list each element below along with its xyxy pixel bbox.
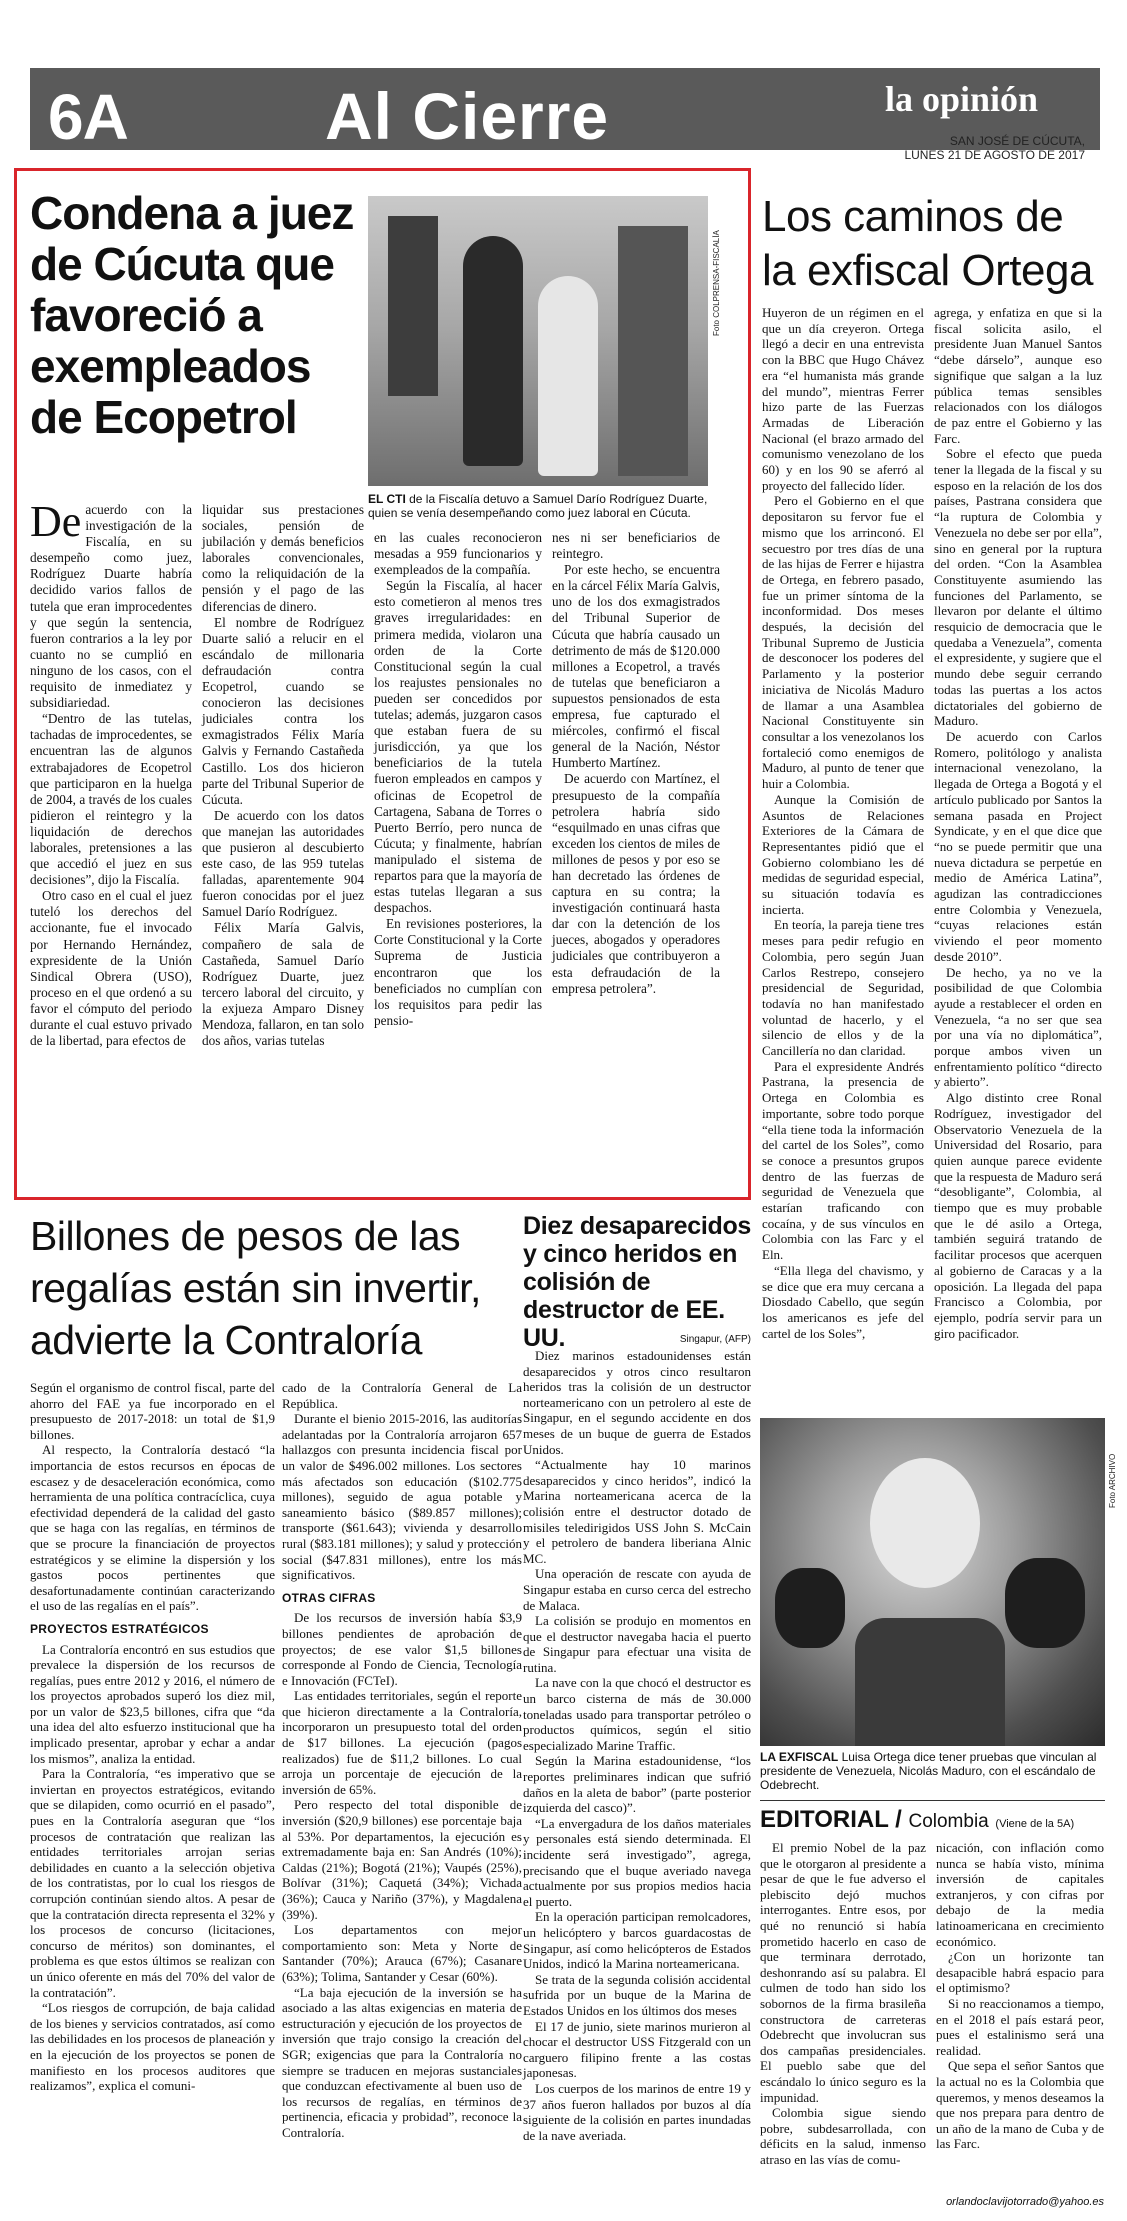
article2-caption xyxy=(760,1750,1105,1792)
article1-col1-p2: “Dentro de las tutelas, tachadas de improcedentes, se encuentran las de algunos extrabajadores de Ecopetrol que participaron en la huelga de 2004, a través de los cuales pidieron el reintegro y la liquidación de derechos laborales, pretensiones a las que accedió el juez en sus decisiones”, dijo la Fiscalía. xyxy=(30,711,192,888)
article4-p4: La colisión se produjo en momentos en que el destructor navegaba hacia el puerto de Singapur para efectuar una visita de rutina. xyxy=(523,1613,751,1675)
article1-dropcap: De xyxy=(30,497,82,546)
article1-col2-p3: De acuerdo con los datos que manejan las autoridades que pusieron al descubierto este caso, de las 959 tutelas falladas, aparentemente 904 fueron conocidas por el juez Samuel Darío Rodríguez. xyxy=(202,807,364,920)
article3-col2 xyxy=(282,1380,522,2141)
article1-col1-p3: Otro caso en el cual el juez tuteló los derechos del accionante, fue el invocado por Hernando Hernández, expresidente de la Unión Sindical Obrera (USO), proceso en el que ordenó a su favor el cómputo del periodo durante el cual estuvo privado de la libertad, para efectos de xyxy=(30,888,192,1049)
article3-col1-p4: Para la Contraloría, “es imperativo que se inviertan en proyectos estratégicos, evitando que se dilapiden, como ocurrió en el pasado”, pues en la Contraloría aseguran que “los procesos de contratación que realizan las entidades territoriales arrojan serias debilidades en cuanto a la selección objetiva de los contratistas, por lo cual los riesgos de corrupción continúan siendo altos. A pesar de que la contratación directa representa el 32% y los procesos de concurso (licitaciones, concurso de méritos) son dominantes, el problema es que estos últimos se realizan con un único oferente en más del 70% del valor de la contratación”. xyxy=(30,1766,275,2000)
article1-col1 xyxy=(30,497,192,1049)
article3-col1-p2: Al respecto, la Contraloría destacó “la importancia de estos recursos en épocas de escasez y de desaceleración económica, como herramienta de una política contracíclica, cuya efectividad dependerá de la calidad del gasto que se haga con las regalías, en términos de que se procure la financiación de proyectos estratégicos y se elimine la dispersión y los gastos pocos pertinentes que desafortunadamente continúan caracterizando el uso de las regalías en el país”. xyxy=(30,1442,275,1614)
article3-subhead-cifras: OTRAS CIFRAS xyxy=(282,1590,376,1605)
article4-p10: El 17 de junio, siete marinos murieron al chocar el destructor USS Fitzgerald con un carguero filipino frente a las costas japonesas. xyxy=(523,2018,751,2081)
article1-col4-p2: Por este hecho, se encuentra en la cárcel Félix María Galvis, uno de los dos exmagistrados del Tribunal Superior de Cúcuta que habría causado un detrimento de más de $120.000 millones a Ecopetrol, a través de tutelas que beneficiaron a supuestos pensionados de esta empresa, fue capturado el miércoles, confirmó el fiscal general de la Nación, Néstor Humberto Martínez. xyxy=(552,562,720,771)
article3-col2-p5: Pero respecto del total disponible de inversión ($20,9 billones) ese porcentaje baja al 53%. Por departamentos, la ejecución es extremadamente baja en: San Andrés (10%); Caldas (21%); Bogotá (21%); Vaupés (25%), Bolívar (31%); Caquetá (34%); Vichada (36%); Cauca y Nariño (37%), y Magdalena (39%). xyxy=(282,1797,522,1922)
article1-col3-p1: en las cuales reconocieron mesadas a 959 funcionarios y exempleados de la compañía. xyxy=(374,530,542,578)
masthead-date: LUNES 21 DE AGOSTO DE 2017 xyxy=(904,148,1085,162)
article3-col2-p4: Las entidades territoriales, según el reporte que hicieron directamente a la Contraloría, incorporaron un presupuesto total del orden de $17 billones. La ejecución (pagos realizados) fue de $11,2 billones. Lo cual arroja un porcentaje de ejecución de la inversión de 65%. xyxy=(282,1688,522,1797)
article4-p5: La nave con la que chocó el destructor es un barco cisterna de más de 30.000 toneladas usado para transportar petróleo o productos químicos, según el sitio especializado Marine Traffic. xyxy=(523,1675,751,1753)
article2-headline: Los caminos de la exfiscal Ortega xyxy=(762,192,1093,295)
masthead-dateline xyxy=(860,134,1085,162)
article1-col4-p3: De acuerdo con Martínez, el presupuesto de la compañía petrolera habría sido “esquilmado en unas cifras que exceden los cientos de miles de millones de pesos y por eso se han decretado las órdenes de captura en su contra; la investigación continuará hasta dar con la detención de los jueces, abogados y operadores judiciales que contribuyeron a esta defraudación de la empresa petrolera”. xyxy=(552,771,720,996)
article2-col1-p2: Pero el Gobierno en el que depositaron su fervor fue el mismo que los arrinconó. El secuestro por tres días de una de las hijas de Ferrer e hijastra de Ortega, en febrero pasado, fue un primer síntoma de la inconformidad. Dos meses después, la decisión del Tribunal Supremo de Justicia de desconocer los poderes del Parlamento y la posterior iniciativa de Nicolás Maduro de llamar a una Asamblea Nacional Constituyente sin consultar a los venezolanos los fortaleció como enemigos de Maduro, al punto de tener que huir a Colombia. xyxy=(762,493,924,792)
article2-col1-p1: Huyeron de un régimen en el que un día creyeron. Ortega llegó a decir en una entrevista con la BBC que Hugo Chávez era “el humanista más grande del mundo”, mientras Ferrer hizo parte de las Fuerzas Armadas de Liberación Nacional (el brazo armado del comunismo venezolano de los 60) y en los 90 se aferró al proyecto del fallecido líder. xyxy=(762,305,924,493)
article3-col1-p5: “Los riesgos de corrupción, de baja calidad de los bienes y servicios contratados, así como las debilidades en los procesos de planeación y en la ejecución de los proyectos se ponen de manifiesto en los procesos auditores que realizamos”, explica el comuni- xyxy=(30,2000,275,2094)
article4-headline: Diez desaparecidos y cinco heridos en colisión de destructor de EE. UU. xyxy=(523,1212,752,1352)
article2-col2-p5: Algo distinto cree Ronal Rodríguez, investigador del Observatorio Venezuela de la Universidad del Rosario, para quien aunque parece evidente que la respuesta de Maduro será “desobligante”, Colombia, al tiempo que es muy probable que le dé asilo a Ortega, también seguirá tratando de facilitar procesos que acerquen al gobierno de Caracas y a la oposición. La llegada del papa Francisco a Colombia, por ejemplo, podría servir para un giro pacificador. xyxy=(934,1090,1102,1341)
article2-col1-p6: “Ella llega del chavismo, y se dice que era muy cercana a Diosdado Cabello, que según los americanos es jefe del cartel de los Soles”, xyxy=(762,1262,924,1341)
editorial-rule xyxy=(760,1800,1105,1801)
article3-subhead-proyectos: PROYECTOS ESTRATÉGICOS xyxy=(30,1621,209,1636)
article3-col1 xyxy=(30,1380,275,2094)
article2-col1-p5: Para el expresidente Andrés Pastrana, la presencia de Ortega en Colombia es importante, sobre todo porque “ella tiene toda la información del cartel de los Soles”, como se conoce a presuntos grupos dentro de las fuerzas de seguridad de Venezuela que estarían traficando con cocaína, y de sus vínculos en Colombia con las Farc y el Eln. xyxy=(762,1058,924,1263)
article4-p2: “Actualmente hay 10 marinos desaparecidos y cinco heridos”, indicó la Marina norteamericana acerca de la colisión entre el destructor dotado de misiles teledirigidos USS John S. McCain y el petrolero de bandera liberiana Alnic MC. xyxy=(523,1457,751,1566)
article4-p11: Los cuerpos de los marinos de entre 19 y 37 años fueron hallados por buzos al día siguiente de la colisión en partes inundadas de la nave averiada. xyxy=(523,2080,751,2143)
article3-col2-p6: Los departamentos con mejor comportamiento son: Meta y Norte de Santander (70%); Arauca (67%); Casanare (63%); Tolima, Santander y Cesar (60%). xyxy=(282,1922,522,1984)
article2-col2-p4: De hecho, ya no ve la posibilidad de que Colombia ayude a restablecer el orden en Venezuela, “a no ser que sea por una vía no diplomática”, porque ambos viven un enfrentamiento político “directo y abierto”. xyxy=(934,964,1102,1090)
editorial-reference: (Viene de la 5A) xyxy=(995,1818,1075,1830)
editorial-col2 xyxy=(936,1840,1104,2152)
article4-p7: “La envergadura de los daños materiales y personales está siendo determinada. El incidente será investigado”, agrega, precisando que el buque averiado navega actualmente por sus propios medios hacia el puerto. xyxy=(523,1815,751,1909)
article1-col4-p1: nes ni ser beneficiarios de reintegro. xyxy=(552,530,720,562)
editorial-header: EDITORIAL / Colombia (Viene de la 5A) xyxy=(760,1806,1075,1833)
article1-col2-p4: Félix María Galvis, compañero de sala de Castañeda, Samuel Darío Rodríguez Duarte, juez tercero laboral del circuito, y la exjueza Amparo Disney Mendoza, fallaron, en tan solo dos años, varias tutelas xyxy=(202,920,364,1049)
article2-col2 xyxy=(934,305,1102,1341)
article4-p9: Se trata de la segunda colisión accidental sufrida por un buque de la Marina de Estados Unidos en los últimos dos meses xyxy=(523,1971,751,2018)
editorial-category: Colombia xyxy=(908,1811,989,1832)
editorial-col1-p2: Colombia sigue siendo pobre, subdesarrollada, con déficits en la salud, inmenso atraso en las vías de comu- xyxy=(760,2105,926,2167)
article1-col3-p3: En revisiones posteriores, la Corte Constitucional y la Corte Suprema de Justicia encontraron que los beneficiados no cumplían con los requisitos para pedir las pensio- xyxy=(374,916,542,1028)
article2-col1 xyxy=(762,305,924,1341)
masthead-city: SAN JOSÉ DE CÚCUTA, xyxy=(949,134,1085,148)
article4-dateline: Singapur, (AFP) xyxy=(679,1334,751,1345)
article3-col2-p1: cado de la Contraloría General de La República. xyxy=(282,1380,522,1411)
article1-col3-p2: Según la Fiscalía, al hacer esto cometieron al menos tres graves irregularidades: en primera medida, violaron una orden de la Corte Constitucional según la cual los reajustes pensionales no pueden ser concedidos por tutelas; además, juzgaron casos que estaban fuera de su jurisdicción, ya que los beneficiarios de la tutela fueron empleados en campos y oficinas de Ecopetrol de Cartagena, Sabana de Torres o Puerto Berrío, pero nunca de Cúcuta; y finalmente, habrían manipulado el sistema de repartos para que la mayoría de estas tutelas llegaran a sus despachos. xyxy=(374,578,542,916)
article2-caption-text: Luisa Ortega dice tener pruebas que vinculan al presidente de Venezuela, Nicolás Maduro, con el escándalo de Odebrecht. xyxy=(760,1750,1097,1792)
article2-col1-p4: En teoría, la pareja tiene tres meses para pedir refugio en Colombia, pero según Juan Carlos Restrepo, consejero presidencial de Seguridad, todavía no han manifestado voluntad de hacerlo, y el silencio de ellos y de la Cancillería no dan claridad. xyxy=(762,917,924,1059)
article1-col2 xyxy=(202,502,364,1049)
article4-body xyxy=(523,1348,751,2143)
article2-caption-lead: LA EXFISCAL xyxy=(760,1750,839,1764)
article2-col1-p3: Aunque la Comisión de Asuntos de Relaciones Exteriores de la Cámara de Representantes pidió que el Gobierno colombiano les dé medidas de seguridad especial, su situación todavía es incierta. xyxy=(762,791,924,917)
article4-p6: Según la Marina estadounidense, “los reportes preliminares indican que sufrió daños en la aleta de babor” (parte posterior izquierda del casco)”. xyxy=(523,1753,751,1816)
editorial-col1 xyxy=(760,1840,926,2167)
article3-col2-p3: De los recursos de inversión había $3,9 billones pendientes de aprobación de proyectos; de ese valor $1,5 billones corresponde al Fondo de Ciencia, Tecnología e Innovación (FCTeI). xyxy=(282,1610,522,1688)
article1-caption-lead: EL CTI xyxy=(368,492,406,506)
article1-headline: Condena a juez de Cúcuta que favoreció a exempleados de Ecopetrol xyxy=(30,187,354,443)
article1-photo xyxy=(368,196,708,486)
article4-p1: Diez marinos estadounidenses están desaparecidos y otros cinco resultaron heridos tras la colisión de un destructor norteamericano con un petrolero al este de Singapur, en el segundo accidente en dos meses de un buque de guerra de Estados Unidos. xyxy=(523,1348,751,1457)
article3-col1-p3: La Contraloría encontró en sus estudios que prevalece la dispersión de los recursos de regalías, pues entre 2012 y 2016, el número de los proyectos aprobados superó los diez mil, por un valor de $23,5 billones, cifra que “da una idea del alto esfuerzo institucional que ha implicado presentar, aprobar y echar a andar los mismos”, analiza la entidad. xyxy=(30,1641,275,1766)
article3-col1-p1: Según el organismo de control fiscal, parte del ahorro del FAE ya fue incorporado en el presupuesto de 2017-2018: un total de $1,9 billones. xyxy=(30,1380,275,1442)
editorial-col1-p1: El premio Nobel de la paz que le otorgaron al presidente a pesar de que le fue adverso el plebiscito dejó muchos interrogantes. Entre esos, por qué no renunció si había prometido hacerlo en caso de que terminara derrotado, deshonrando así su palabra. El culmen de todo han sido los sobornos de la firma brasileña constructora de carreteras Odebrecht que involucran sus dos campañas presidenciales. El pueblo sabe que del escándalo lo único seguro es la impunidad. xyxy=(760,1840,926,2105)
article1-col1-p1: acuerdo con la investigación de la Fiscalía, en su desempeño como juez, Rodríguez Duarte habría decidido varios fallos de tutela que eran improcedentes y que según la sentencia, fueron contrarios a la ley por cuanto no se cumplió en ninguno de los casos, con el requisito de inmediatez y subsidiariedad. xyxy=(30,502,192,711)
article4-p3: Una operación de rescate con ayuda de Singapur estaba en curso cerca del estrecho de Malaca. xyxy=(523,1566,751,1613)
article1-col4 xyxy=(552,530,720,997)
article3-headline: Billones de pesos de las regalías están sin invertir, advierte la Contraloría xyxy=(30,1213,481,1363)
editorial-title: EDITORIAL xyxy=(760,1806,889,1833)
article1-caption xyxy=(368,492,713,520)
article2-col2-p3: De acuerdo con Carlos Romero, politólogo y analista internacional venezolano, la llegada de Ortega a Bogotá y el artículo publicado por Santos la semana pasada en Project Syndicate, y en el que dice que “no se puede permitir que una nueva dictadura se perpetúe en medio de América Latina”, agudizan las contradicciones entre Colombia y Venezuela, “cuyas relaciones están viviendo el peor momento desde 2010”. xyxy=(934,728,1102,964)
newspaper-logo: la opinión xyxy=(885,79,1039,119)
article1-photo-credit: Foto COLPRENSA-FISCALÍA xyxy=(712,230,721,336)
article1-col2-p1: liquidar sus prestaciones sociales, pensión de jubilación y demás beneficios laborales convencionales, como la reliquidación de la pensión y el pago de las diferencias de dinero. xyxy=(202,502,364,614)
article4-p8: En la operación participan remolcadores, un helicóptero y barcos guardacostas de Singapur, así como helicópteros de Estados Unidos, indicó la Marina norteamericana. xyxy=(523,1909,751,1972)
editorial-col2-p3: Si no reaccionamos a tiempo, en el 2018 el país estará peor, pues el estalinismo será una realidad. xyxy=(936,1995,1104,2058)
article1-caption-text: de la Fiscalía detuvo a Samuel Darío Rodríguez Duarte, quien se venía desempeñando como juez laboral en Cúcuta. xyxy=(368,492,708,520)
article2-photo-credit: Foto ARCHIVO xyxy=(1108,1453,1117,1508)
page-number: 6A xyxy=(48,81,128,153)
editorial-col2-p1: nicación, con inflación como nunca se había visto, mínima inversión de capitales extranjeros, y con cifras por debajo de la media latinoamericana en crecimiento económico. xyxy=(936,1840,1104,1949)
article2-photo xyxy=(760,1418,1105,1746)
article2-col2-p1: agrega, y enfatiza en que si la fiscal solicita asilo, el presidente Juan Manuel Santos “debe dárselo”, aunque eso signifique que salgan a la luz pública temas sensibles relacionados con los diálogos de paz entre el Gobierno y las Farc. xyxy=(934,305,1102,446)
editorial-col2-p2: ¿Con un horizonte tan desapacible habrá espacio para el optimismo? xyxy=(936,1949,1104,1996)
article3-col2-p7: “La baja ejecución de la inversión se ha asociado a las altas exigencias en materia de estructuración y ejecución de los proyectos de inversión que trajo consigo la creación del SGR; exigencias que para la Contraloría no siempre se traducen en mejoras sustanciales que conduzcan efectivamente al buen uso de los recursos de regalías, en términos de pertinencia, eficacia y probidad”, reconoce la Contraloría. xyxy=(282,1984,522,2140)
editorial-signature: orlandoclavijotorrado@yahoo.es xyxy=(946,2196,1104,2208)
article2-col2-p2: Sobre el efecto que pueda tener la llegada de la fiscal y su esposo en la relación de los dos países, Pastrana considera que “la ruptura de Colombia y Venezuela no debe ser por ella”, sino en general por la ruptura del orden. “Con la Asamblea Constituyente asumiendo las funciones del Parlamento, se llevaron por delante el último resquicio de democracia que le quedaba a Venezuela”, comenta el expresidente, y sugiere que el mundo debe seguir cerrando todas las puertas a los actos dictatoriales del gobierno de Maduro. xyxy=(934,446,1102,729)
article1-col2-p2: El nombre de Rodríguez Duarte salió a relucir en el escándalo de millonaria defraudación contra Ecopetrol, cuando se conocieron las decisiones judiciales contra los exmagistrados Félix María Galvis y Fernando Castañeda Castillo. Los dos hicieron parte del Tribunal Superior de Cúcuta. xyxy=(202,614,364,807)
article3-col2-p2: Durante el bienio 2015-2016, las auditorías adelantadas por la Contraloría arrojaron 657 hallazgos con presunta incidencia fiscal por un valor de $496.002 millones. Los sectores más afectados son educación ($102.775 millones), seguido de agua potable y saneamiento básico ($89.857 millones); transporte ($61.643); vivienda y desarrollo rural ($83.181 millones); y salud y protección social ($47.831 millones), entre los más significativos. xyxy=(282,1411,522,1583)
article1-col3 xyxy=(374,530,542,1029)
section-title: Al Cierre xyxy=(325,79,610,153)
editorial-col2-p4: Que sepa el señor Santos que la actual no es la Colombia que queremos, y menos deseamos la que nos prepara para dentro de un año de la mano de Cuba y de las Farc. xyxy=(936,2058,1104,2152)
